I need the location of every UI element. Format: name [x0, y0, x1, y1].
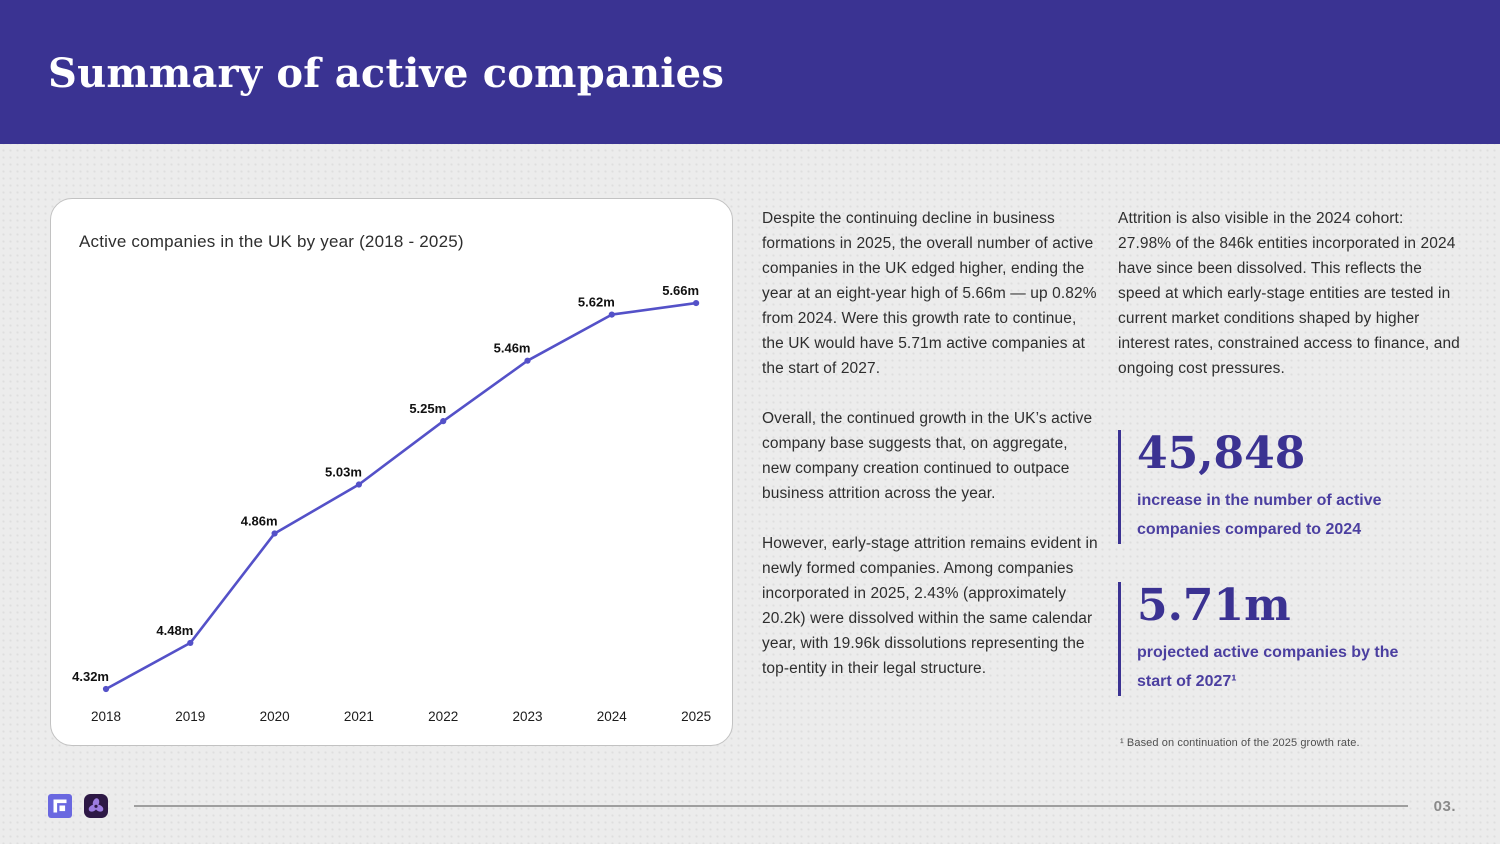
chart-card [50, 198, 733, 746]
chart-data-point [693, 300, 699, 306]
chart-x-tick-label: 2024 [596, 709, 627, 724]
footer-divider-line [134, 805, 1408, 807]
stat-projection [1118, 582, 1460, 696]
chart-data-point [103, 686, 109, 692]
stats-block [1118, 430, 1460, 696]
chart-x-tick-label: 2023 [512, 709, 543, 724]
stat-increase-value: 45,848 [1137, 428, 1306, 479]
header-band [0, 0, 1500, 144]
text-column-left [762, 206, 1098, 706]
footnote: ¹ Based on continuation of the 2025 growth rate. [1120, 737, 1360, 749]
chart-x-tick-label: 2022 [428, 709, 459, 724]
chart-x-tick-label: 2018 [90, 709, 122, 724]
chart-point-label: 5.03m [325, 464, 362, 480]
page-number: 03. [1433, 797, 1456, 815]
line-chart [51, 199, 734, 747]
chart-point-label: 4.86m [240, 513, 278, 529]
stat-projection-value: 5.71m [1137, 580, 1291, 631]
paragraph-attrition: However, early-stage attrition remains evident in newly formed companies. Among companies incorporated in 2025, 2.43% (approximately 20.2k) were dissolved within the same calendar year, with 19.96k dissolutions representing the top-entity in their legal structure. [762, 535, 1098, 677]
chart-series-line [106, 303, 696, 689]
paragraph-cohort: Attrition is also visible in the 2024 cohort: 27.98% of the 846k entities incorporated in 2024 have since been dissolved. This reflects the speed at which early-stage entities are tested in current market conditions shaped by higher interest rates, constrained access to finance, and ongoing cost pressures. [1118, 210, 1460, 377]
chart-point-label: 4.32m [72, 669, 109, 684]
paragraph-overview: Despite the continuing decline in business formations in 2025, the overall number of active companies in the UK edged higher, ending the year at an eight-year high of 5.66m — up 0.82% from 2024. Were this growth rate to continue, the UK would have 5.71m active companies at the start of 2027. [762, 210, 1097, 377]
chart-x-tick-label: 2021 [343, 709, 374, 724]
stat-increase [1118, 430, 1460, 544]
chart-data-point [272, 530, 278, 536]
chart-point-label: 5.62m [577, 294, 615, 310]
stat-increase-label: increase in the number of active companies compared to 2024 [1137, 492, 1382, 538]
chart-point-label: 4.48m [156, 622, 194, 638]
chart-point-label: 5.66m [662, 283, 700, 299]
company-frame-logo-icon [48, 794, 72, 818]
chart-data-point [609, 312, 615, 318]
chart-point-label: 5.25m [409, 401, 447, 417]
chart-x-tick-label: 2025 [681, 709, 712, 724]
chart-x-tick-label: 2019 [175, 709, 206, 724]
knot-logo-icon [84, 794, 108, 818]
stat-projection-label: projected active companies by the start of 2027¹ [1137, 644, 1399, 690]
footer [48, 794, 1456, 818]
chart-data-point [440, 418, 446, 424]
chart-data-point [356, 481, 362, 487]
paragraph-growth: Overall, the continued growth in the UK’s active company base suggests that, on aggregate, new company creation continued to outpace business attrition across the year. [762, 410, 1093, 502]
chart-title: Active companies in the UK by year (2018 - 2025) [79, 232, 464, 251]
chart-data-point [524, 358, 530, 364]
text-column-right [1118, 206, 1460, 406]
page-title: Summary of active companies [48, 50, 725, 97]
chart-x-tick-label: 2020 [259, 709, 290, 724]
chart-data-point [187, 640, 193, 646]
chart-point-label: 5.46m [493, 340, 531, 356]
